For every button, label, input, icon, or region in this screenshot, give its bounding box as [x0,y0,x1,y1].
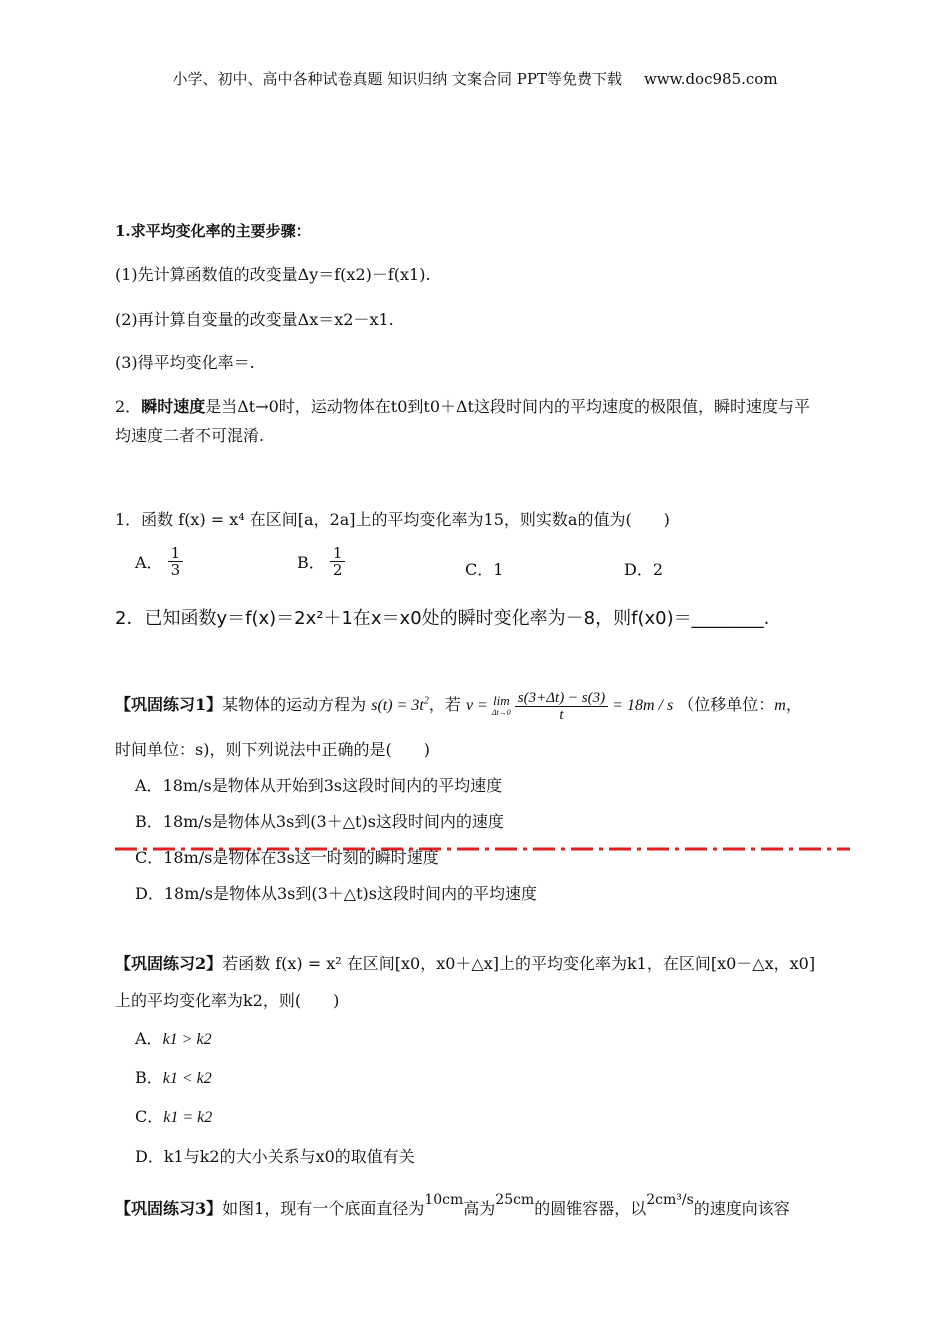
p3-diameter: 10cm [424,1192,464,1208]
p1-b-text: 18m/s是物体从3s到(3＋△t)s这段时间内的速度 [162,812,504,831]
p2-line1-text: 若函数 f(x) = x² 在区间[x0，x0＋△x]上的平均变化率为k1，在区间[x0－△x，x0] [222,954,816,973]
q1-stem: 1．函数 f(x) = x⁴ 在区间[a，2a]上的平均变化率为15，则实数a的值为( ) [115,510,670,529]
p1-text-a: 某物体的运动方程为 [222,695,367,715]
p3-text-a: 如图1，现有一个底面直径为 [222,1199,425,1218]
p2-option-c [135,1104,212,1127]
p1-text-b: ，若 [428,695,461,715]
summary-point2 [115,394,810,417]
page-header [0,68,950,89]
q1-a-num: 1 [168,545,184,562]
q1-option-d [624,557,663,580]
q1-option-c-label: C． [465,560,494,579]
p2-a-label: A． [135,1029,163,1048]
q2-stem: 2．已知函数y＝f(x)＝2x²＋1在x＝x0处的瞬时变化率为－8，则f(x0)＝________. [115,608,770,629]
p3-tag: 【巩固练习3】 [115,1199,223,1218]
p2-tag: 【巩固练习2】 [115,954,223,973]
p1-option-a [135,773,502,796]
p2-a-text: k1 > k2 [162,1031,212,1048]
q1-option-a-fraction [168,545,184,578]
summary-title: 1.求平均变化率的主要步骤： [115,222,311,240]
p3-line1 [115,1192,790,1219]
p2-d-label: D． [135,1147,164,1166]
p1-b-label: B． [135,812,163,831]
q1-option-a [135,545,183,578]
p1-equation: $s(t) = 3t^2$ [371,695,429,715]
q1-b-den: 2 [332,561,343,579]
p1-line2: 时间单位：s)，则下列说法中正确的是( ) [115,740,430,759]
p2-b-text: k1 < k2 [162,1070,212,1087]
p2-c-text: k1 = k2 [163,1109,213,1126]
q1-option-a-label: A． [135,553,163,572]
point2-bold: 瞬时速度 [141,397,206,416]
q1-option-b-fraction [330,545,346,578]
p2-c-label: C． [135,1107,164,1126]
q1-b-num: 1 [330,545,346,562]
q1-option-b-label: B． [297,553,325,572]
q1-a-den: 3 [170,561,181,579]
p3-text-c: 的圆锥容器，以 [534,1199,647,1218]
p2-option-d [135,1144,415,1167]
p2-option-a [135,1026,212,1049]
p3-text-b: 高为 [463,1199,496,1218]
p2-line2: 上的平均变化率为k2，则( ) [115,991,340,1010]
p2-line1 [115,951,815,974]
q1-option-d-value: 2 [652,560,664,579]
p1-option-c [135,845,439,868]
p1-a-text: 18m/s是物体从开始到3s这段时间内的平均速度 [162,776,503,795]
point2-num: 2． [115,397,142,416]
p3-text-d: 的速度向该容 [693,1199,790,1218]
p2-option-b [135,1065,212,1088]
p1-a-label: A． [135,776,163,795]
p1-option-b [135,809,504,832]
point2-rest: 是当Δt→0时，运动物体在t0到t0＋Δt这段时间内的平均速度的极限值，瞬时速度与平 [205,397,810,416]
p1-limit-expr: v = lim Δt→0 $\frac{s(3+\Delta t) - s(3)}{t}$ = 18m / s [465,690,674,723]
header-text: 小学、初中、高中各种试卷真题 知识归纳 文案合同 PPT等免费下载 [172,70,622,88]
p2-d-text: k1与k2的大小关系与x0的取值有关 [163,1147,415,1166]
header-site: www.doc985.com [643,70,778,88]
q1-option-d-label: D． [624,560,653,579]
q1-option-c [465,557,503,580]
p1-c-label: C． [135,848,164,867]
q1-option-b [297,545,345,578]
p1-d-text: 18m/s是物体从3s到(3＋△t)s这段时间内的平均速度 [163,884,537,903]
p3-height: 25cm [495,1192,535,1208]
q1-option-c-value: 1 [493,560,504,579]
summary-step1: (1)先计算函数值的改变量Δy＝f(x2)－f(x1). [115,265,431,284]
p2-b-label: B． [135,1068,163,1087]
p1-d-label: D． [135,884,164,903]
summary-step3: (3)得平均变化率＝. [115,353,255,372]
p1-unit-a: （位移单位： [678,695,775,715]
p1-unit-m: m [774,697,786,715]
p1-tag: 【巩固练习1】 [115,695,223,715]
p1-c-text: 18m/s是物体在3s这一时刻的瞬时速度 [163,848,439,867]
summary-point2-line2: 均速度二者不可混淆. [115,426,265,445]
p1-option-d [135,881,537,904]
p1-unit-b: ， [785,695,802,715]
p3-rate: 2cm³/s [646,1192,694,1208]
summary-step2: (2)再计算自变量的改变量Δx＝x2－x1. [115,310,394,329]
p1-line1 [115,690,802,723]
